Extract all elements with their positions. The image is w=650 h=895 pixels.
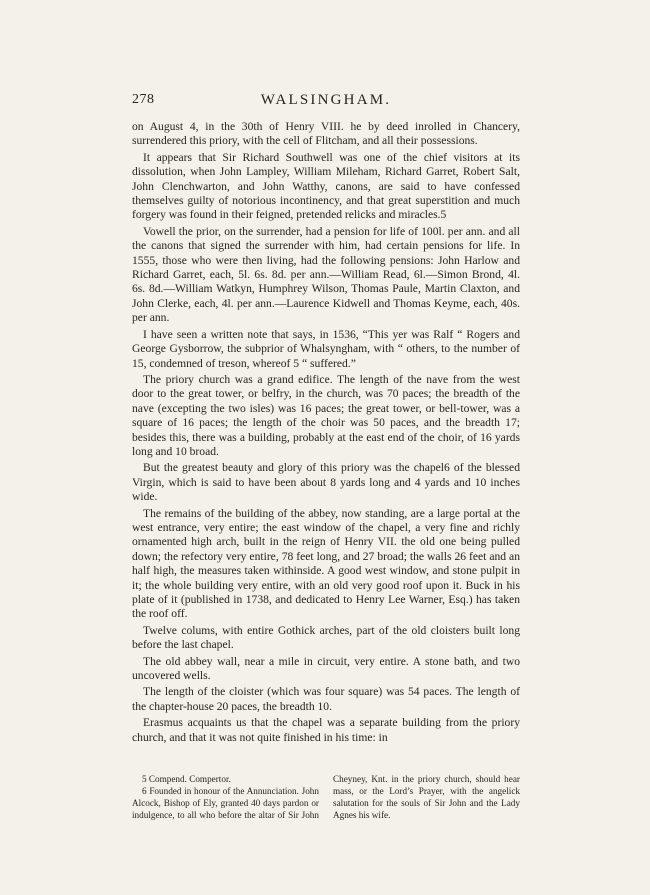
paragraph: But the greatest beauty and glory of this priory was the chapel6 of the blessed Virgin, which is said to have been about 8 yards long and 4 yards and 10 inches wide. [132,461,520,504]
page-number: 278 [132,92,155,107]
paragraph: Twelve colums, with entire Gothick arches, part of the old cloisters built long before the last chapel. [132,623,520,652]
footnote: 5 Compend. Compertor. [142,774,231,784]
paragraph: It appears that Sir Richard Southwell was one of the chief visitors at its dissolution, when John Lampley, William Mileham, Richard Garret, Robert Salt, John Clenchwarton, and John Watthy, canons, are said to have confessed themselves guilty of notorious incontinency, and that great superstition and much forgery was found in their feigned, pretended relicks and miracles.5 [132,150,520,222]
running-head: WALSINGHAM. [260,92,392,108]
paragraph: I have seen a written note that says, in 1536, “This yer was Ralf “ Rogers and George Gysborrow, the subprior of Whalsyngham, with “ others, to the number of 15, condemned of treson, whereof 5 “ suffered.” [132,327,520,370]
paragraph: The priory church was a grand edifice. The length of the nave from the west door to the great tower, or belfry, in the church, was 70 paces; the breadth of the nave (excepting the two isles) was 16 paces; the great tower, or bell-tower, was a square of 16 paces; the length of the choir was 50 paces, and the breadth 17; besides this, there was a building, probably at the east end of the choir, of 16 yards long and 10 broad. [132,372,520,458]
footnotes [132,773,520,821]
paragraph: Vowell the prior, on the surrender, had a pension for life of 100l. per ann. and all the canons that signed the surrender with him, had certain pensions for life. In 1555, those who were then living, had the following pensions: John Harlow and Richard Garret, each, 5l. 6s. 8d. per ann.—William Read, 6l.—Simon Brond, 4l. 6s. 8d.—William Watkyn, Humphrey Wilson, Thomas Paule, Martin Claxton, and John Clerke, each, 4l. per ann.—Laurence Kidwell and Thomas Keyme, each, 40s. per ann. [132,224,520,325]
page-header [132,92,520,114]
main-text [132,120,520,747]
footnote: 6 Founded in honour of the Annunciation. John Alcock, Bishop of Ely, granted 40 days pardon or indulgence, to all who before the altar of Sir John Cheyney, Knt. in the priory church, should hear mass, or the Lord’s Prayer, with the angelick salutation for the souls of Sir John and the Lady Agnes his wife. [132,774,520,820]
paragraph: The old abbey wall, near a mile in circuit, very entire. A stone bath, and two uncovered wells. [132,654,520,683]
paragraph: The remains of the building of the abbey, now standing, are a large portal at the west entrance, very entire; the east window of the chapel, a very fine and richly ornamented high arch, built in the reign of Henry VII. the old one being pulled down; the refectory very entire, 78 feet long, and 27 broad; the walls 26 feet and an half high, the measures taken withinside. A good west window, and stone pulpit in it; the whole building very entire, with an old very good roof upon it. Buck in his plate of it (published in 1738, and dedicated to Henry Lee Warner, Esq.) has taken the roof off. [132,506,520,621]
paragraph: on August 4, in the 30th of Henry VIII. he by deed inrolled in Chancery, surrendered this priory, with the cell of Flitcham, and all their possessions. [132,120,520,148]
paragraph: Erasmus acquaints us that the chapel was a separate building from the priory church, and that it was not quite finished in his time: in [132,716,520,744]
paragraph: The length of the cloister (which was four square) was 54 paces. The length of the chapter-house 20 paces, the breadth 10. [132,685,520,713]
